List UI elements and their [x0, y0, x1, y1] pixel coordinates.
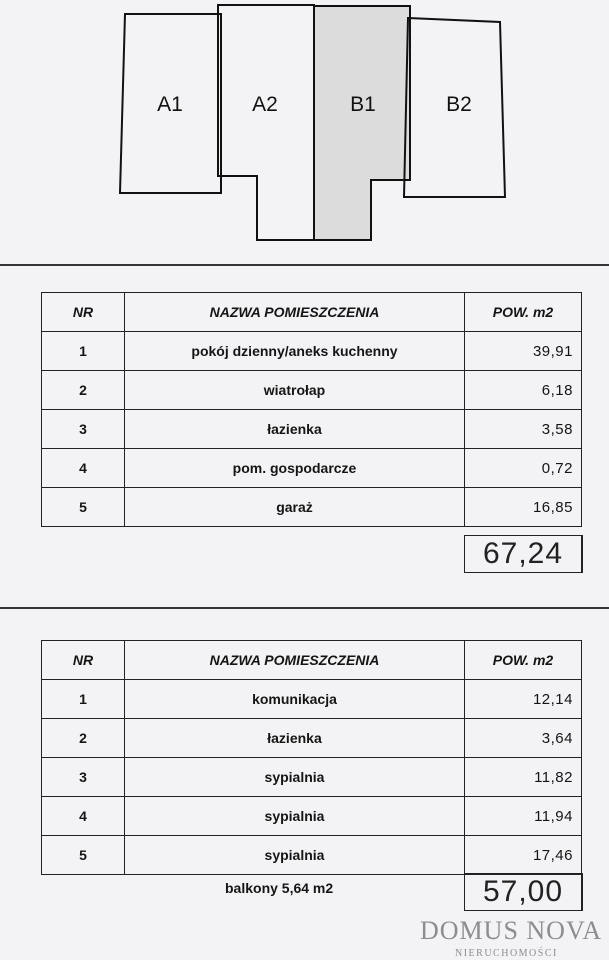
watermark-logo: DOMUS NOVA [420, 916, 603, 945]
unit-b1-label: B1 [350, 93, 376, 116]
total-area-first-floor: 57,00 [464, 873, 583, 911]
site-plan-drawing [0, 0, 609, 250]
table-row [42, 332, 582, 371]
table-row [42, 410, 582, 449]
row-area: 12,14 [465, 680, 582, 719]
row-room-name: łazienka [125, 410, 465, 449]
row-area: 0,72 [465, 449, 582, 488]
row-nr: 2 [42, 371, 125, 410]
header-room-name: NAZWA POMIESZCZENIA [125, 293, 465, 332]
total-area-ground-floor: 67,24 [464, 535, 583, 573]
row-area: 3,58 [465, 410, 582, 449]
section-divider [0, 264, 609, 266]
row-room-name: łazienka [125, 719, 465, 758]
row-area: 3,64 [465, 719, 582, 758]
unit-a2-outline [218, 5, 314, 240]
row-area: 11,82 [465, 758, 582, 797]
row-nr: 5 [42, 488, 125, 527]
row-area: 17,46 [465, 836, 582, 875]
header-nr: NR [42, 293, 125, 332]
room-table-ground-floor [41, 292, 582, 527]
row-nr: 3 [42, 758, 125, 797]
row-room-name: sypialnia [125, 797, 465, 836]
table-header-row [42, 641, 582, 680]
header-room-name: NAZWA POMIESZCZENIA [125, 641, 465, 680]
balcony-area-note: balkony 5,64 m2 [225, 880, 334, 896]
row-room-name: komunikacja [125, 680, 465, 719]
row-nr: 1 [42, 332, 125, 371]
row-nr: 1 [42, 680, 125, 719]
header-area: POW. m2 [465, 293, 582, 332]
unit-a2-label: A2 [252, 93, 278, 116]
header-area: POW. m2 [465, 641, 582, 680]
row-room-name: wiatrołap [125, 371, 465, 410]
table-row [42, 680, 582, 719]
watermark-subtitle: NIERUCHOMOŚCI [455, 948, 558, 959]
table-row [42, 836, 582, 875]
row-nr: 2 [42, 719, 125, 758]
table-row [42, 758, 582, 797]
table-row [42, 371, 582, 410]
row-nr: 4 [42, 797, 125, 836]
table-row [42, 719, 582, 758]
header-nr: NR [42, 641, 125, 680]
row-area: 39,91 [465, 332, 582, 371]
row-area: 16,85 [465, 488, 582, 527]
room-table-first-floor [41, 640, 582, 875]
row-room-name: sypialnia [125, 836, 465, 875]
table-row [42, 449, 582, 488]
unit-b2-label: B2 [446, 93, 472, 116]
row-room-name: pokój dzienny/aneks kuchenny [125, 332, 465, 371]
row-room-name: sypialnia [125, 758, 465, 797]
row-nr: 5 [42, 836, 125, 875]
row-room-name: pom. gospodarcze [125, 449, 465, 488]
row-nr: 3 [42, 410, 125, 449]
table-row [42, 488, 582, 527]
row-room-name: garaż [125, 488, 465, 527]
unit-a1-label: A1 [157, 93, 183, 116]
row-nr: 4 [42, 449, 125, 488]
table-row [42, 797, 582, 836]
unit-b1-outline [314, 6, 410, 240]
site-plan [0, 0, 609, 250]
row-area: 6,18 [465, 371, 582, 410]
row-area: 11,94 [465, 797, 582, 836]
section-divider [0, 607, 609, 609]
table-header-row [42, 293, 582, 332]
